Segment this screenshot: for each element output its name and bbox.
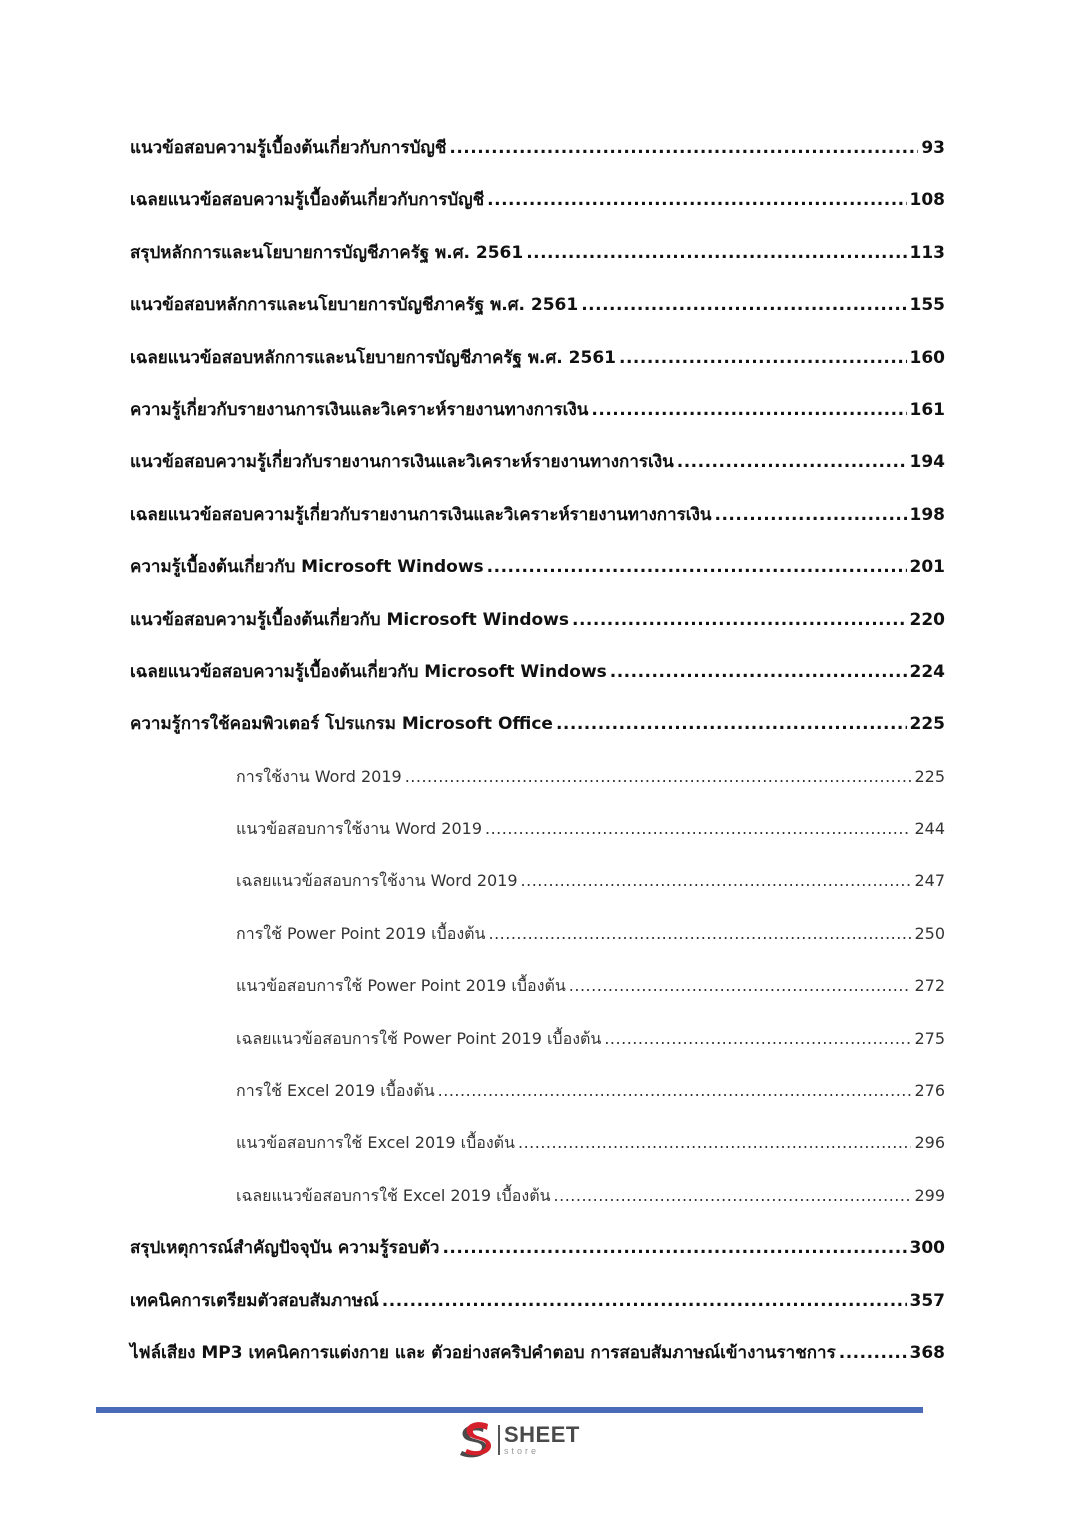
toc-dot-leader — [521, 855, 912, 907]
toc-entry — [130, 1222, 945, 1274]
toc-entry-page: 160 — [909, 347, 945, 368]
toc-entry-title: สรุปหลักการและนโยบายการบัญชีภาครัฐ พ.ศ. 2561 — [130, 242, 524, 263]
footer-divider — [96, 1407, 923, 1413]
toc-entry — [130, 751, 945, 803]
toc-entry-title: ความรู้เบื้องต้นเกี่ยวกับ Microsoft Windows — [130, 557, 484, 578]
toc-dot-leader — [518, 1117, 911, 1169]
toc-entry — [130, 1170, 945, 1222]
toc-dot-leader — [382, 1275, 907, 1327]
toc-entry — [130, 1013, 945, 1065]
toc-entry-title: เฉลยแนวข้อสอบหลักการและนโยบายการบัญชีภาครัฐ พ.ศ. 2561 — [130, 347, 616, 368]
toc-entry-title: แนวข้อสอบความรู้เบื้องต้นเกี่ยวกับการบัญชี — [130, 138, 447, 158]
table-of-contents — [130, 122, 945, 1379]
toc-entry-title: การใช้ Excel 2019 เบื้องต้น — [236, 1081, 435, 1101]
toc-entry-title: แนวข้อสอบความรู้เบื้องต้นเกี่ยวกับ Microsoft Windows — [130, 609, 569, 630]
toc-dot-leader — [839, 1327, 907, 1379]
toc-entry-page: 357 — [909, 1290, 945, 1311]
toc-entry — [130, 1117, 945, 1169]
toc-dot-leader — [556, 698, 907, 750]
toc-entry-title: แนวข้อสอบความรู้เกี่ยวกับรายงานการเงินและวิเคราะห์รายงานทางการเงิน — [130, 452, 674, 473]
toc-entry-title: การใช้งาน Word 2019 — [236, 766, 402, 786]
toc-dot-leader — [488, 908, 911, 960]
toc-entry — [130, 384, 945, 436]
toc-entry — [130, 227, 945, 279]
toc-entry-page: 225 — [909, 714, 945, 735]
toc-entry-page: 224 — [909, 661, 945, 682]
toc-entry-title: แนวข้อสอบการใช้ Excel 2019 เบื้องต้น — [236, 1133, 515, 1153]
toc-dot-leader — [449, 122, 918, 174]
toc-entry-title: สรุปเหตุการณ์สำคัญปัจจุบัน ความรู้รอบตัว — [130, 1238, 440, 1259]
toc-entry-page: 300 — [909, 1238, 945, 1259]
toc-entry-page: 296 — [914, 1133, 945, 1153]
toc-entry-page: 108 — [909, 190, 945, 211]
toc-dot-leader — [572, 594, 907, 646]
sheet-store-logo — [454, 1420, 580, 1460]
toc-entry-title: ความรู้การใช้คอมพิวเตอร์ โปรแกรม Microsoft Office — [130, 714, 553, 735]
toc-dot-leader — [526, 227, 906, 279]
toc-entry-page: 368 — [909, 1342, 945, 1363]
toc-entry-title: การใช้ Power Point 2019 เบื้องต้น — [236, 923, 486, 943]
toc-entry-page: 201 — [909, 557, 945, 578]
toc-entry-title: เฉลยแนวข้อสอบความรู้เกี่ยวกับรายงานการเงินและวิเคราะห์รายงานทางการเงิน — [130, 504, 712, 525]
toc-entry-title: แนวข้อสอบการใช้งาน Word 2019 — [236, 819, 482, 839]
toc-entry — [130, 174, 945, 226]
toc-entry-title: เฉลยแนวข้อสอบความรู้เบื้องต้นเกี่ยวกับการบัญชี — [130, 190, 485, 211]
toc-dot-leader — [487, 174, 906, 226]
toc-entry-title: ความรู้เกี่ยวกับรายงานการเงินและวิเคราะห์รายงานทางการเงิน — [130, 399, 589, 420]
toc-dot-leader — [569, 960, 912, 1012]
toc-dot-leader — [715, 489, 907, 541]
toc-entry-title: เทคนิคการเตรียมตัวสอบสัมภาษณ์ — [130, 1290, 379, 1311]
toc-entry-page: 220 — [909, 609, 945, 630]
toc-entry — [130, 855, 945, 907]
toc-entry-page: 225 — [914, 766, 945, 786]
toc-entry-page: 272 — [914, 976, 945, 996]
toc-entry-page: 93 — [921, 138, 945, 158]
toc-entry — [130, 803, 945, 855]
toc-entry-page: 155 — [909, 295, 945, 316]
toc-entry-page: 194 — [909, 452, 945, 473]
logo-text — [504, 1424, 580, 1456]
toc-entry-title: เฉลยแนวข้อสอบการใช้ Power Point 2019 เบื้องต้น — [236, 1028, 602, 1048]
toc-dot-leader — [487, 541, 907, 593]
toc-entry-page: 161 — [909, 399, 945, 420]
logo-subword: store — [504, 1446, 540, 1456]
toc-entry — [130, 1327, 945, 1379]
toc-entry-title: เฉลยแนวข้อสอบความรู้เบื้องต้นเกี่ยวกับ Microsoft Windows — [130, 661, 607, 682]
toc-entry-title: เฉลยแนวข้อสอบการใช้ Excel 2019 เบื้องต้น — [236, 1185, 551, 1205]
toc-entry — [130, 436, 945, 488]
toc-entry — [130, 489, 945, 541]
toc-dot-leader — [485, 803, 911, 855]
toc-entry-page: 275 — [914, 1028, 945, 1048]
toc-dot-leader — [604, 1013, 911, 1065]
toc-entry-page: 198 — [909, 504, 945, 525]
toc-entry-title: แนวข้อสอบหลักการและนโยบายการบัญชีภาครัฐ พ.ศ. 2561 — [130, 295, 579, 316]
toc-entry — [130, 908, 945, 960]
toc-entry-title: เฉลยแนวข้อสอบการใช้งาน Word 2019 — [236, 871, 518, 891]
sheet-logo-mark-icon — [454, 1420, 494, 1460]
toc-entry — [130, 332, 945, 384]
toc-entry — [130, 960, 945, 1012]
toc-entry-title: แนวข้อสอบการใช้ Power Point 2019 เบื้องต้น — [236, 976, 566, 996]
toc-entry — [130, 698, 945, 750]
toc-entry — [130, 122, 945, 174]
toc-dot-leader — [610, 646, 907, 698]
toc-dot-leader — [581, 279, 906, 331]
toc-entry-page: 299 — [914, 1185, 945, 1205]
toc-entry-page: 247 — [914, 871, 945, 891]
toc-dot-leader — [438, 1065, 912, 1117]
toc-entry — [130, 594, 945, 646]
toc-entry — [130, 646, 945, 698]
toc-entry — [130, 541, 945, 593]
logo-word: SHEET — [504, 1422, 580, 1447]
toc-entry-page: 250 — [914, 923, 945, 943]
toc-dot-leader — [405, 751, 912, 803]
toc-dot-leader — [619, 332, 907, 384]
toc-entry — [130, 1065, 945, 1117]
toc-entry-page: 113 — [909, 242, 945, 263]
toc-entry — [130, 1275, 945, 1327]
toc-dot-leader — [677, 436, 907, 488]
toc-entry-title: ไฟล์เสียง MP3 เทคนิคการแต่งกาย และ ตัวอย่างสคริปคำตอบ การสอบสัมภาษณ์เข้างานราชการ — [130, 1342, 836, 1363]
toc-entry-page: 276 — [914, 1081, 945, 1101]
toc-entry-page: 244 — [914, 819, 945, 839]
logo-divider — [498, 1425, 500, 1455]
toc-entry — [130, 279, 945, 331]
toc-dot-leader — [554, 1170, 912, 1222]
toc-dot-leader — [591, 384, 906, 436]
toc-dot-leader — [442, 1222, 906, 1274]
